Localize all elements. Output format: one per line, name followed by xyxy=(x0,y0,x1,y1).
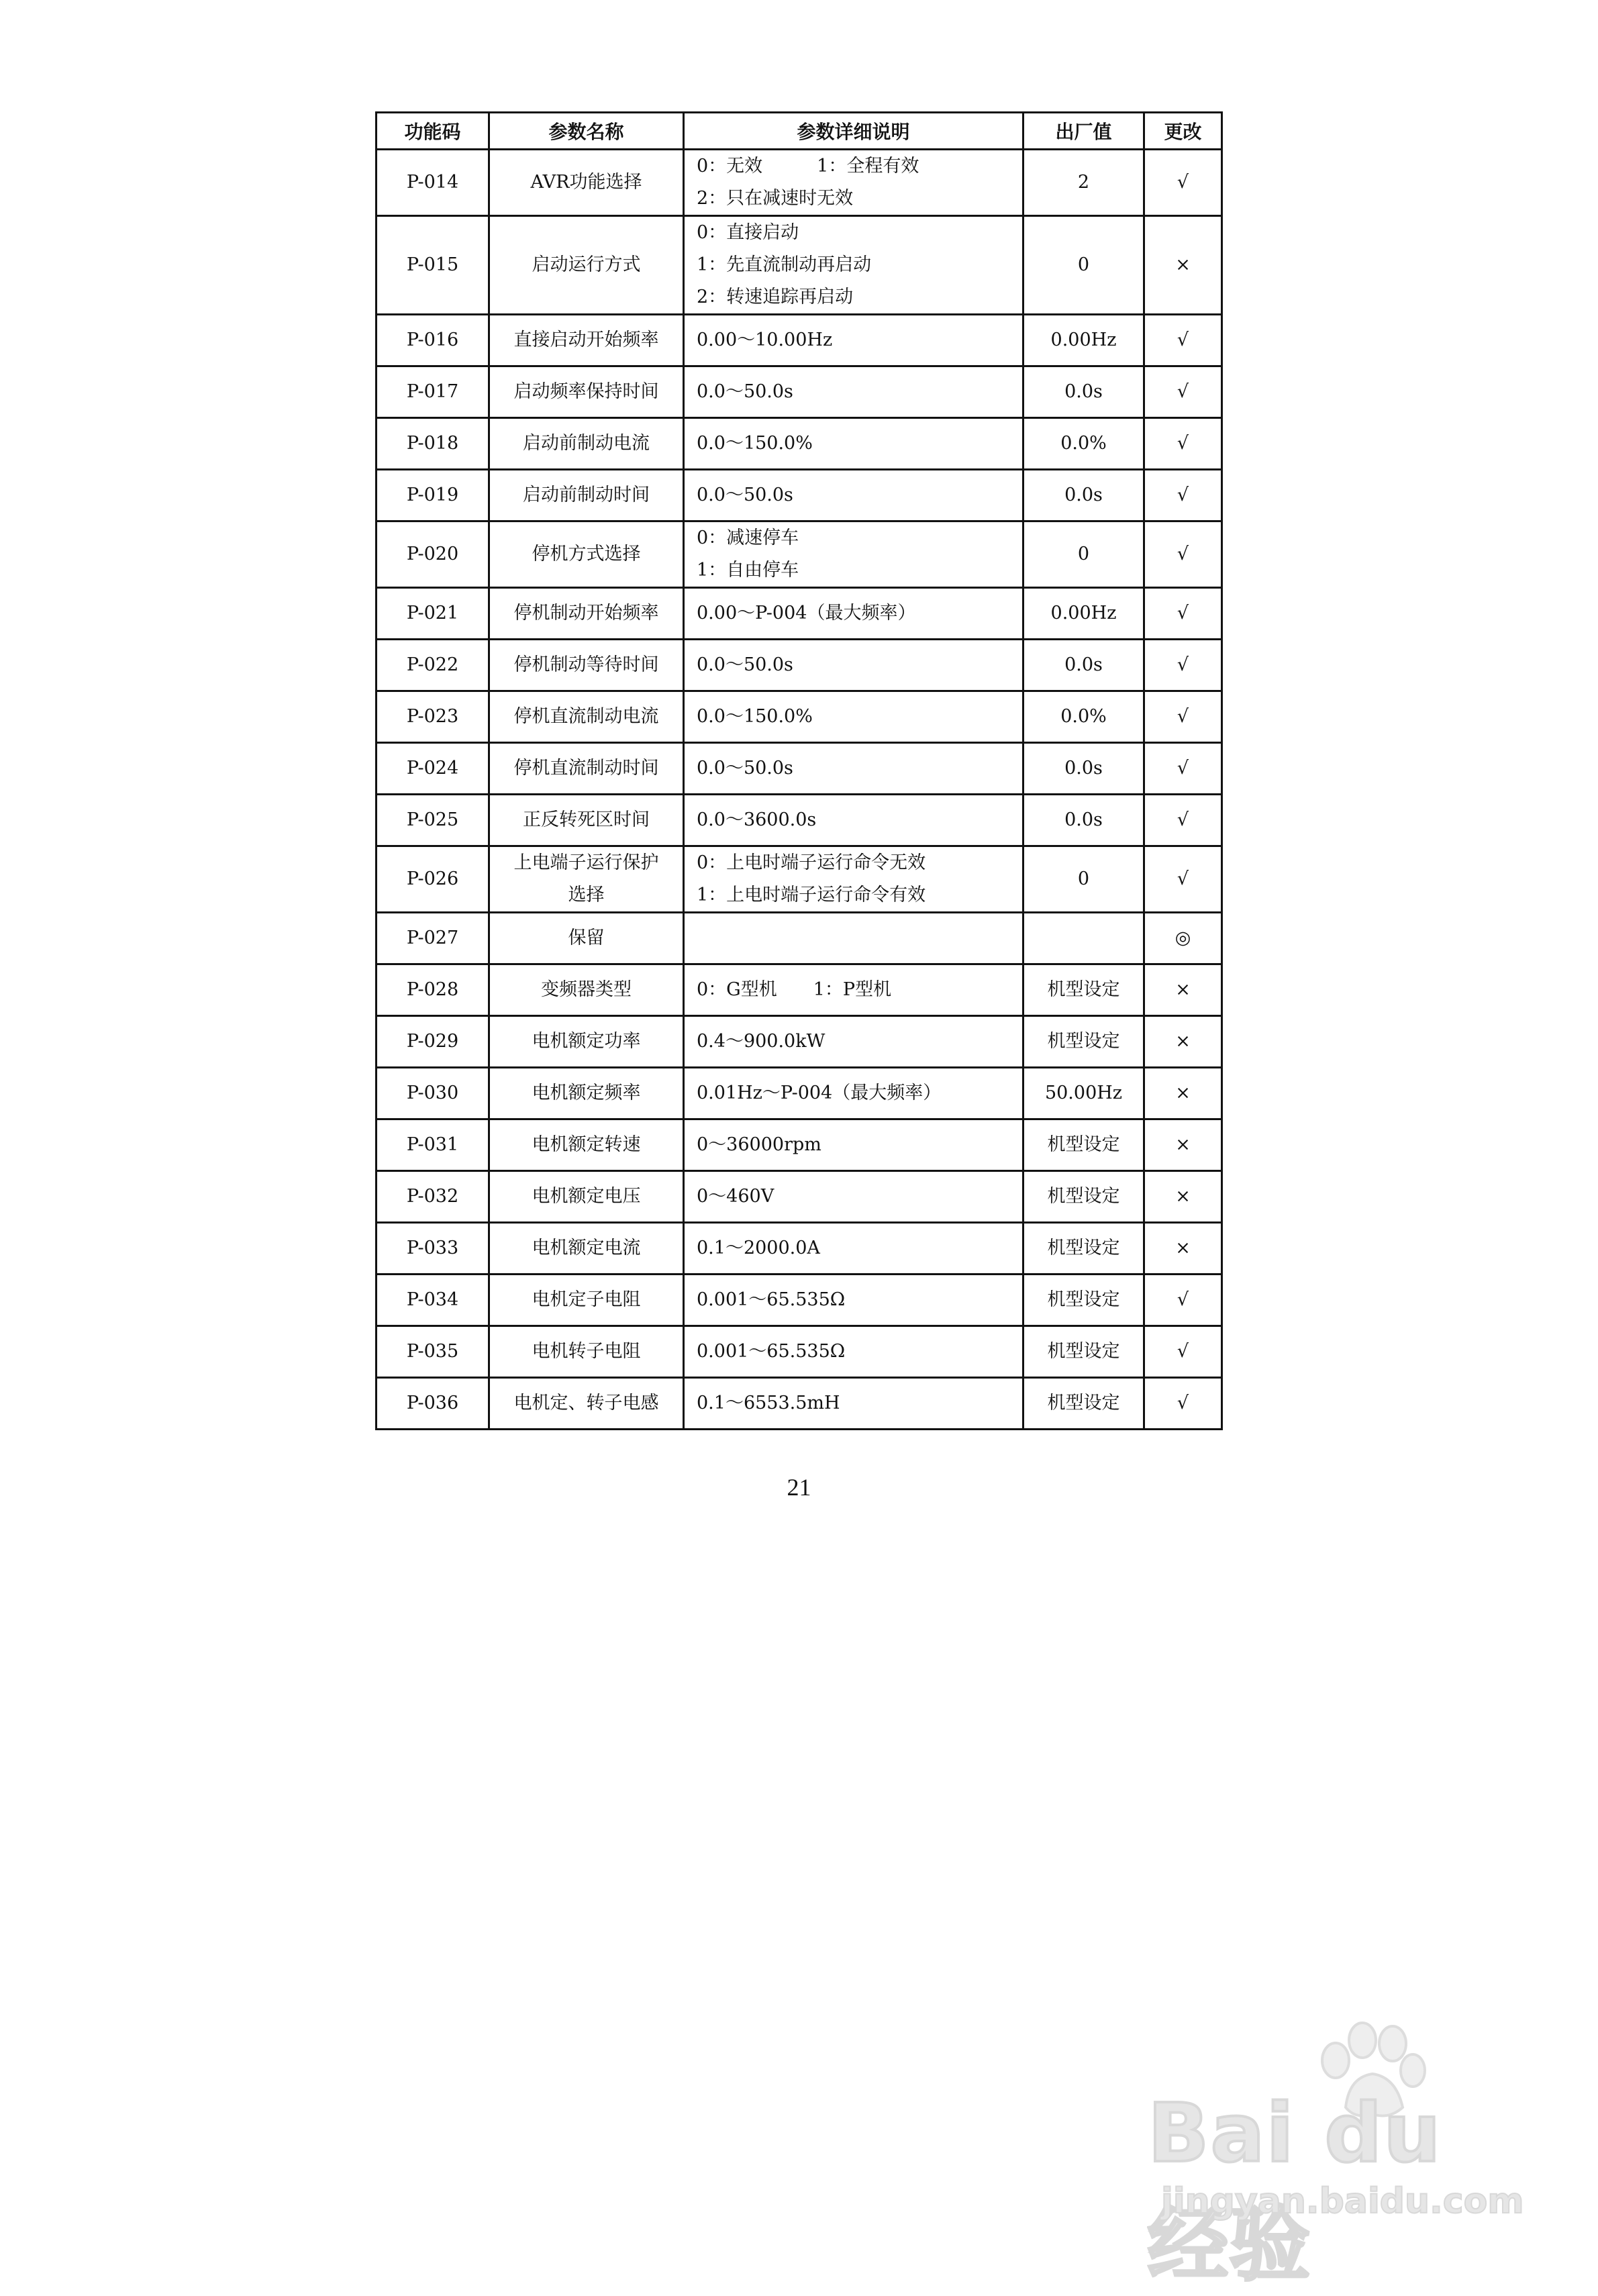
cell-default: 0.00Hz xyxy=(1023,588,1144,640)
cell-default: 机型设定 xyxy=(1023,1223,1144,1275)
cell-code: P-031 xyxy=(377,1119,489,1171)
cell-name xyxy=(489,1378,684,1430)
name-line: 启动运行方式 xyxy=(532,254,641,275)
name-line: 停机直流制动时间 xyxy=(513,758,659,779)
cell-default: 0.0s xyxy=(1023,795,1144,846)
cell-name xyxy=(489,1223,684,1275)
cell-code: P-020 xyxy=(377,521,489,588)
desc-line: 0.4～900.0kW xyxy=(697,1031,826,1052)
cell-default: 机型设定 xyxy=(1023,1326,1144,1378)
table-row xyxy=(377,964,1222,1016)
table-row xyxy=(377,640,1222,691)
name-line: AVR功能选择 xyxy=(530,172,642,193)
desc-line: 0.01Hz～P-004（最大频率） xyxy=(697,1083,942,1103)
cell-code: P-022 xyxy=(377,640,489,691)
cell-name xyxy=(489,216,684,315)
cell-code: P-017 xyxy=(377,366,489,418)
desc-line: 0.0～150.0% xyxy=(697,706,813,727)
name-line: 电机定、转子电感 xyxy=(513,1393,659,1413)
desc-line: 0.1～2000.0A xyxy=(697,1238,820,1258)
cell-default: 机型设定 xyxy=(1023,1378,1144,1430)
cell-desc xyxy=(684,913,1023,964)
table-row xyxy=(377,521,1222,588)
cell-desc xyxy=(684,366,1023,418)
cell-name xyxy=(489,640,684,691)
table-row xyxy=(377,913,1222,964)
name-line: 停机制动开始频率 xyxy=(513,603,659,623)
table-row xyxy=(377,1275,1222,1326)
desc-line: 0.0～3600.0s xyxy=(697,809,817,830)
desc-line: 2：转速追踪再启动 xyxy=(697,287,854,307)
cell-modify: √ xyxy=(1144,1275,1222,1326)
cell-desc xyxy=(684,418,1023,470)
cell-desc xyxy=(684,470,1023,521)
name-line: 停机方式选择 xyxy=(532,544,641,564)
table-row xyxy=(377,588,1222,640)
table-row xyxy=(377,366,1222,418)
cell-code: P-015 xyxy=(377,216,489,315)
table-row xyxy=(377,1171,1222,1223)
parameter-table xyxy=(375,111,1223,1430)
cell-code: P-027 xyxy=(377,913,489,964)
cell-modify: √ xyxy=(1144,418,1222,470)
header-default: 出厂值 xyxy=(1023,113,1144,150)
header-name: 参数名称 xyxy=(489,113,684,150)
desc-line: 1：自由停车 xyxy=(697,560,799,581)
table-row xyxy=(377,150,1222,216)
cell-code: P-036 xyxy=(377,1378,489,1430)
cell-default: 0.0s xyxy=(1023,743,1144,795)
cell-desc xyxy=(684,640,1023,691)
header-modify: 更改 xyxy=(1144,113,1222,150)
cell-desc xyxy=(684,1223,1023,1275)
desc-line: 0.0～50.0s xyxy=(697,381,793,402)
cell-name xyxy=(489,743,684,795)
cell-code: P-014 xyxy=(377,150,489,216)
desc-line: 0～36000rpm xyxy=(697,1134,821,1155)
cell-code: P-018 xyxy=(377,418,489,470)
name-line: 正反转死区时间 xyxy=(523,809,650,830)
cell-default: 0.0s xyxy=(1023,366,1144,418)
table-row xyxy=(377,1119,1222,1171)
cell-modify: √ xyxy=(1144,521,1222,588)
table-header-row xyxy=(377,113,1222,150)
table-row xyxy=(377,418,1222,470)
table-row xyxy=(377,216,1222,315)
cell-modify: √ xyxy=(1144,846,1222,913)
table-row xyxy=(377,846,1222,913)
cell-modify: ◎ xyxy=(1144,913,1222,964)
cell-name xyxy=(489,366,684,418)
desc-line: 0.00～10.00Hz xyxy=(697,330,833,350)
table-row xyxy=(377,470,1222,521)
desc-line: 1：先直流制动再启动 xyxy=(697,254,872,275)
desc-line: 0～460V xyxy=(697,1186,775,1207)
cell-desc xyxy=(684,150,1023,216)
table-row xyxy=(377,795,1222,846)
name-line: 直接启动开始频率 xyxy=(513,330,659,350)
desc-line: 0.001～65.535Ω xyxy=(697,1341,846,1362)
cell-modify: √ xyxy=(1144,150,1222,216)
cell-modify: √ xyxy=(1144,588,1222,640)
cell-name xyxy=(489,1326,684,1378)
cell-name xyxy=(489,470,684,521)
cell-default xyxy=(1023,913,1144,964)
cell-default: 0 xyxy=(1023,846,1144,913)
cell-name xyxy=(489,846,684,913)
cell-default: 机型设定 xyxy=(1023,1171,1144,1223)
cell-default: 0.0% xyxy=(1023,691,1144,743)
cell-modify: × xyxy=(1144,1119,1222,1171)
cell-desc xyxy=(684,315,1023,366)
name-line: 电机定子电阻 xyxy=(532,1289,641,1310)
cell-name xyxy=(489,315,684,366)
cell-desc xyxy=(684,846,1023,913)
cell-name xyxy=(489,691,684,743)
cell-modify: √ xyxy=(1144,640,1222,691)
name-line: 电机额定电流 xyxy=(532,1238,641,1258)
cell-modify: √ xyxy=(1144,795,1222,846)
desc-line: 1：上电时端子运行命令有效 xyxy=(697,885,926,905)
cell-code: P-024 xyxy=(377,743,489,795)
table-row xyxy=(377,1016,1222,1068)
cell-modify: × xyxy=(1144,216,1222,315)
desc-line: 0：无效 1：全程有效 xyxy=(697,156,919,177)
table-row xyxy=(377,1068,1222,1119)
cell-desc xyxy=(684,743,1023,795)
watermark xyxy=(1134,2020,1524,2292)
name-line: 选择 xyxy=(568,885,605,905)
cell-desc xyxy=(684,1378,1023,1430)
cell-desc xyxy=(684,1275,1023,1326)
cell-code: P-016 xyxy=(377,315,489,366)
cell-code: P-028 xyxy=(377,964,489,1016)
watermark-url: jingyan.baidu.com xyxy=(1161,2181,1524,2222)
name-line: 启动前制动电流 xyxy=(523,433,650,454)
cell-modify: √ xyxy=(1144,691,1222,743)
cell-desc xyxy=(684,1326,1023,1378)
page-number: 21 xyxy=(787,1474,811,1501)
cell-name xyxy=(489,913,684,964)
cell-code: P-029 xyxy=(377,1016,489,1068)
cell-code: P-033 xyxy=(377,1223,489,1275)
cell-default: 0 xyxy=(1023,521,1144,588)
cell-modify: √ xyxy=(1144,366,1222,418)
name-line: 电机额定转速 xyxy=(532,1134,641,1155)
cell-name xyxy=(489,418,684,470)
cell-desc xyxy=(684,964,1023,1016)
desc-line: 0：G型机 1：P型机 xyxy=(697,979,892,1000)
cell-modify: √ xyxy=(1144,1378,1222,1430)
cell-name xyxy=(489,795,684,846)
cell-default: 机型设定 xyxy=(1023,1119,1144,1171)
cell-code: P-026 xyxy=(377,846,489,913)
cell-name xyxy=(489,1068,684,1119)
header-code: 功能码 xyxy=(377,113,489,150)
name-line: 变频器类型 xyxy=(541,979,632,1000)
cell-name xyxy=(489,588,684,640)
table-row xyxy=(377,1326,1222,1378)
name-line: 启动前制动时间 xyxy=(523,485,650,505)
desc-line: 0.0～50.0s xyxy=(697,654,793,675)
cell-name xyxy=(489,964,684,1016)
cell-code: P-021 xyxy=(377,588,489,640)
table-row xyxy=(377,315,1222,366)
cell-default: 0.00Hz xyxy=(1023,315,1144,366)
cell-default: 机型设定 xyxy=(1023,1016,1144,1068)
cell-desc xyxy=(684,795,1023,846)
name-line: 保留 xyxy=(568,928,605,948)
desc-line: 0.00～P-004（最大频率） xyxy=(697,603,916,623)
cell-desc xyxy=(684,216,1023,315)
name-line: 电机额定功率 xyxy=(532,1031,641,1052)
cell-code: P-030 xyxy=(377,1068,489,1119)
cell-modify: × xyxy=(1144,1171,1222,1223)
cell-name xyxy=(489,1275,684,1326)
cell-name xyxy=(489,1171,684,1223)
watermark-brand: Bai du 经验 xyxy=(1148,2087,1442,2292)
cell-desc xyxy=(684,1016,1023,1068)
desc-line: 0：直接启动 xyxy=(697,222,799,243)
cell-default: 0.0% xyxy=(1023,418,1144,470)
table-row xyxy=(377,691,1222,743)
table-row xyxy=(377,1223,1222,1275)
desc-line: 0：上电时端子运行命令无效 xyxy=(697,852,926,873)
cell-desc xyxy=(684,691,1023,743)
table-body xyxy=(377,150,1222,1430)
cell-default: 2 xyxy=(1023,150,1144,216)
cell-modify: × xyxy=(1144,1016,1222,1068)
cell-code: P-023 xyxy=(377,691,489,743)
cell-default: 机型设定 xyxy=(1023,964,1144,1016)
cell-code: P-032 xyxy=(377,1171,489,1223)
cell-modify: × xyxy=(1144,1068,1222,1119)
table-row xyxy=(377,743,1222,795)
name-line: 电机额定频率 xyxy=(532,1083,641,1103)
header-desc: 参数详细说明 xyxy=(684,113,1023,150)
desc-line: 0：减速停车 xyxy=(697,528,799,548)
desc-line: 0.0～150.0% xyxy=(697,433,813,454)
cell-modify: √ xyxy=(1144,470,1222,521)
cell-modify: √ xyxy=(1144,743,1222,795)
cell-code: P-025 xyxy=(377,795,489,846)
desc-line: 0.1～6553.5mH xyxy=(697,1393,840,1413)
name-line: 停机直流制动电流 xyxy=(513,706,659,727)
cell-code: P-019 xyxy=(377,470,489,521)
cell-desc xyxy=(684,588,1023,640)
cell-desc xyxy=(684,1171,1023,1223)
cell-default: 50.00Hz xyxy=(1023,1068,1144,1119)
cell-name xyxy=(489,1016,684,1068)
cell-modify: × xyxy=(1144,1223,1222,1275)
cell-default: 0 xyxy=(1023,216,1144,315)
cell-desc xyxy=(684,1119,1023,1171)
cell-default: 机型设定 xyxy=(1023,1275,1144,1326)
name-line: 上电端子运行保护 xyxy=(513,852,659,873)
cell-desc xyxy=(684,1068,1023,1119)
desc-line: 0.0～50.0s xyxy=(697,485,793,505)
cell-modify: × xyxy=(1144,964,1222,1016)
cell-desc xyxy=(684,521,1023,588)
name-line: 启动频率保持时间 xyxy=(513,381,659,402)
cell-modify: √ xyxy=(1144,1326,1222,1378)
cell-name xyxy=(489,521,684,588)
cell-name xyxy=(489,1119,684,1171)
name-line: 电机额定电压 xyxy=(532,1186,641,1207)
cell-code: P-034 xyxy=(377,1275,489,1326)
cell-code: P-035 xyxy=(377,1326,489,1378)
cell-name xyxy=(489,150,684,216)
cell-default: 0.0s xyxy=(1023,640,1144,691)
table-row xyxy=(377,1378,1222,1430)
cell-modify: √ xyxy=(1144,315,1222,366)
desc-line: 2：只在减速时无效 xyxy=(697,188,854,209)
name-line: 停机制动等待时间 xyxy=(513,654,659,675)
desc-line: 0.001～65.535Ω xyxy=(697,1289,846,1310)
cell-default: 0.0s xyxy=(1023,470,1144,521)
desc-line: 0.0～50.0s xyxy=(697,758,793,779)
name-line: 电机转子电阻 xyxy=(532,1341,641,1362)
